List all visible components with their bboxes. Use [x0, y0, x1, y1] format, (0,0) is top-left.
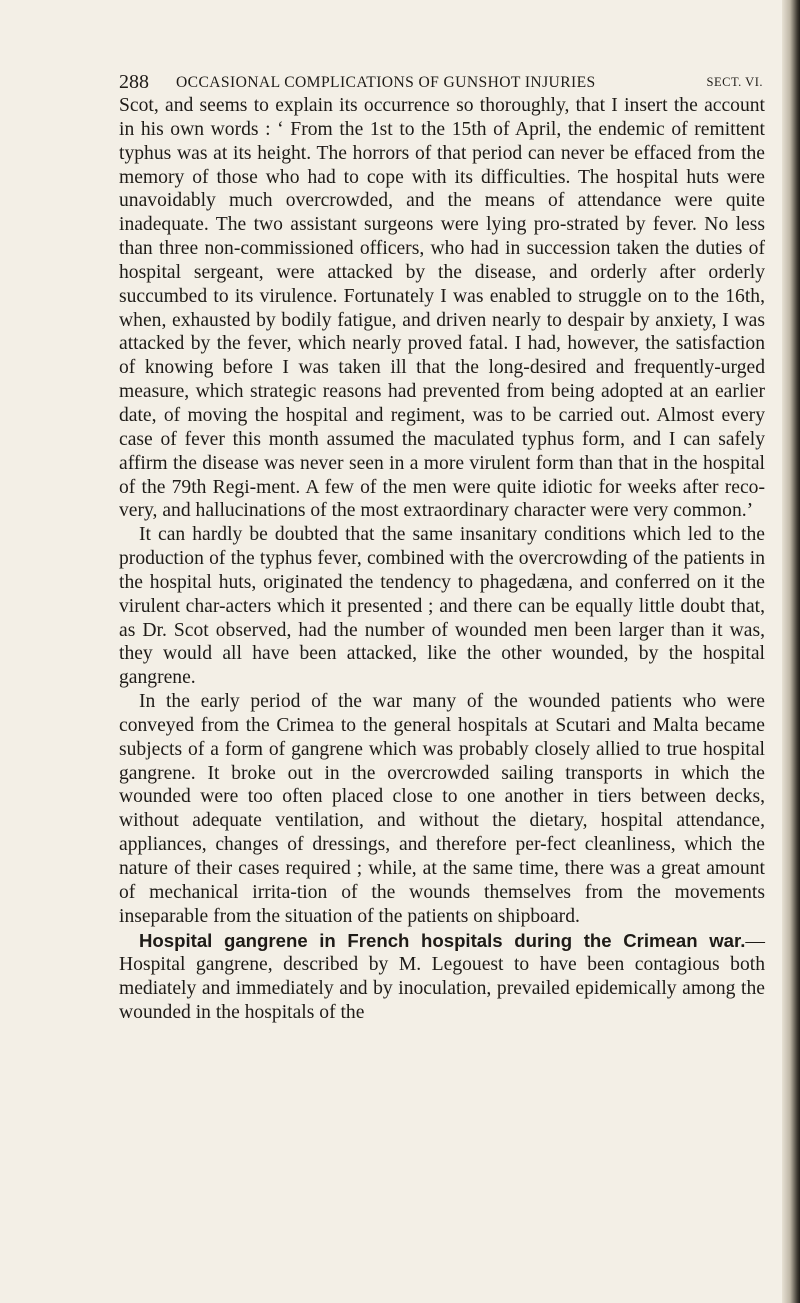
section-heading: Hospital gangrene in French hospitals during the Crimean war.	[139, 929, 746, 951]
paragraph-4-text: —Hospital gangrene, described by M. Legouest to have been contagious both mediately and immediately and by inoculation, prevailed epidemically among the wounded in the hospitals of the	[119, 930, 765, 1024]
body-text	[119, 94, 765, 1025]
page-number: 288	[119, 71, 149, 93]
running-title: OCCASIONAL COMPLICATIONS OF GUNSHOT INJURIES	[176, 74, 596, 91]
page-edge-shadow	[782, 0, 800, 1303]
section-number: SECT. VI.	[706, 75, 763, 89]
paragraph-2: It can hardly be doubted that the same insanitary conditions which led to the production of the typhus fever, combined with the overcrowding of the patients in the hospital huts, originated the tendency to phagedæna, and conferred on it the virulent char-acters which it presented ; and there can be equally little doubt that, as Dr. Scot observed, had the number of wounded men been larger than it was, they would all have been attacked, like the other wounded, by the hospital gangrene.	[119, 524, 765, 689]
paragraph-4	[119, 929, 765, 1025]
paragraph-3: In the early period of the war many of the wounded patients who were conveyed from the Crimea to the general hospitals at Scutari and Malta became subjects of a form of gangrene which was probably closely allied to true hospital gangrene. It broke out in the overcrowded sailing transports in which the wounded were too often placed close to one another in tiers between decks, without adequate ventilation, and without the dietary, hospital attendance, appliances, changes of dressings, and therefore per-fect cleanliness, which the nature of their cases required ; while, at the same time, there was a great amount of mechanical irrita-tion of the wounds themselves from the movements inseparable from the situation of the patients on shipboard.	[119, 691, 765, 927]
paragraph-1: Scot, and seems to explain its occurrence so thoroughly, that I insert the account in his own words : ‘ From the 1st to the 15th of April, the endemic of remittent typhus was at its height. The horrors of that period can never be effaced from the memory of those who had to cope with its difficulties. The hospital huts were unavoidably much overcrowded, and the means of attendance were quite inadequate. The two assistant surgeons were lying pro-strated by fever. No less than three non-commissioned officers, who had in succession taken the duties of hospital sergeant, were attacked by the disease, and orderly after orderly succumbed to its virulence. Fortunately I was enabled to struggle on to the 16th, when, exhausted by bodily fatigue, and driven nearly to despair by anxiety, I was attacked by the fever, which nearly proved fatal. I had, however, the satisfaction of knowing before I was taken ill that the long-desired and frequently-urged measure, which strategic reasons had prevented from being adopted at an earlier date, of moving the hospital and regiment, was to be carried out. Almost every case of fever this month assumed the maculated typhus form, and I can safely affirm the disease was never seen in a more virulent form than that in the hospital of the 79th Regi-ment. A few of the men were quite idiotic for weeks after reco-very, and hallucinations of the most extraordinary character were very common.’	[119, 95, 765, 522]
running-header	[119, 71, 765, 95]
